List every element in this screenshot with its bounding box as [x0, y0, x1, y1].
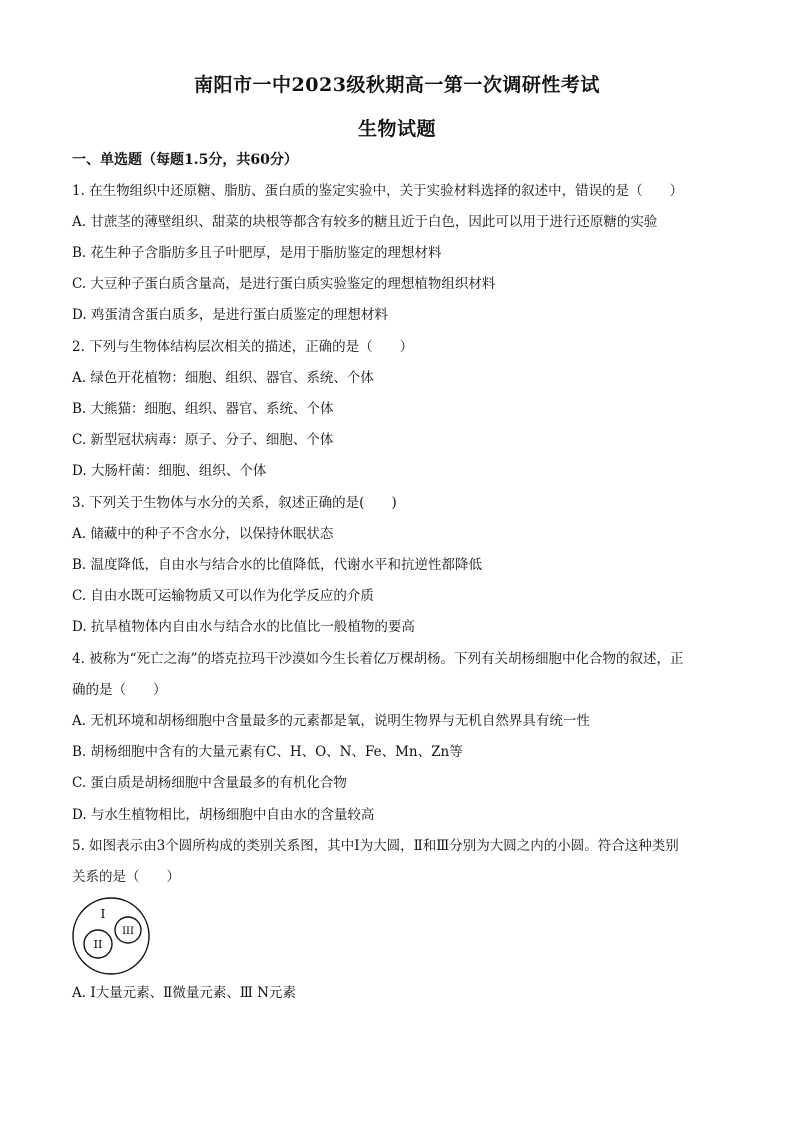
text-line: B. 胡杨细胞中含有的大量元素有C、H、O、N、Fe、Mn、Zn等	[72, 744, 463, 760]
text-line: A. 储藏中的种子不含水分，以保持休眠状态	[72, 526, 334, 542]
circle-big	[73, 898, 149, 974]
text-line: D. 鸡蛋清含蛋白质多，是进行蛋白质鉴定的理想材料	[72, 307, 388, 323]
text-line: D. 抗旱植物体内自由水与结合水的比值比一般植物的要高	[72, 619, 415, 635]
text-line: A. 甘蔗茎的薄壁组织、甜菜的块根等都含有较多的糖且近于白色，因此可以用于进行还原糖的实验	[72, 214, 658, 230]
text-line: C. 大豆种子蛋白质含量高，是进行蛋白质实验鉴定的理想植物组织材料	[72, 276, 496, 292]
label-big: I	[100, 907, 106, 921]
text-line: 2. 下列与生物体结构层次相关的描述，正确的是（ ）	[72, 339, 414, 355]
text-line: B. 大熊猫：细胞、组织、器官、系统、个体	[72, 401, 334, 417]
label-small-left: II	[93, 938, 103, 951]
venn-circle-diagram	[70, 895, 152, 977]
text-line: D. 大肠杆菌：细胞、组织、个体	[72, 463, 267, 479]
text-line: 5. 如图表示由3个圆所构成的类别关系图，其中Ⅰ为大圆，Ⅱ和Ⅲ分别为大圆之内的小圆。符合这种类别	[72, 838, 679, 854]
text-line: 1. 在生物组织中还原糖、脂肪、蛋白质的鉴定实验中，关于实验材料选择的叙述中，错误的是（ ）	[72, 183, 684, 199]
text-line: D. 与水生植物相比，胡杨细胞中自由水的含量较高	[72, 807, 375, 823]
text-line: C. 蛋白质是胡杨细胞中含量最多的有机化合物	[72, 775, 347, 791]
text-line: B. 温度降低，自由水与结合水的比值降低，代谢水平和抗逆性都降低	[72, 557, 483, 573]
text-line: C. 新型冠状病毒：原子、分子、细胞、个体	[72, 432, 334, 448]
text-line: A. 绿色开花植物：细胞、组织、器官、系统、个体	[72, 370, 374, 386]
text-line: 确的是（ ）	[72, 682, 167, 698]
text-line: 4. 被称为“死亡之海”的塔克拉玛干沙漠如今生长着亿万棵胡杨。下列有关胡杨细胞中化合物的叙述，正	[72, 651, 684, 667]
label-small-right: III	[122, 926, 134, 937]
text-line: 关系的是（ ）	[72, 869, 180, 885]
subject-title: 生物试题	[357, 118, 436, 140]
section-heading: 一、单选题（每题1.5分，共60分）	[72, 152, 298, 168]
text-line: C. 自由水既可运输物质又可以作为化学反应的介质	[72, 588, 374, 604]
exam-title: 南阳市一中2023级秋期高一第一次调研性考试	[194, 74, 600, 96]
text-line: A. 无机环境和胡杨细胞中含量最多的元素都是氧，说明生物界与无机自然界具有统一性	[72, 713, 590, 729]
text-line: A. Ⅰ大量元素、Ⅱ微量元素、Ⅲ N元素	[72, 985, 296, 1001]
text-line: B. 花生种子含脂肪多且子叶肥厚，是用于脂肪鉴定的理想材料	[72, 245, 442, 261]
text-line: 3. 下列关于生物体与水分的关系，叙述正确的是( )	[72, 495, 397, 511]
